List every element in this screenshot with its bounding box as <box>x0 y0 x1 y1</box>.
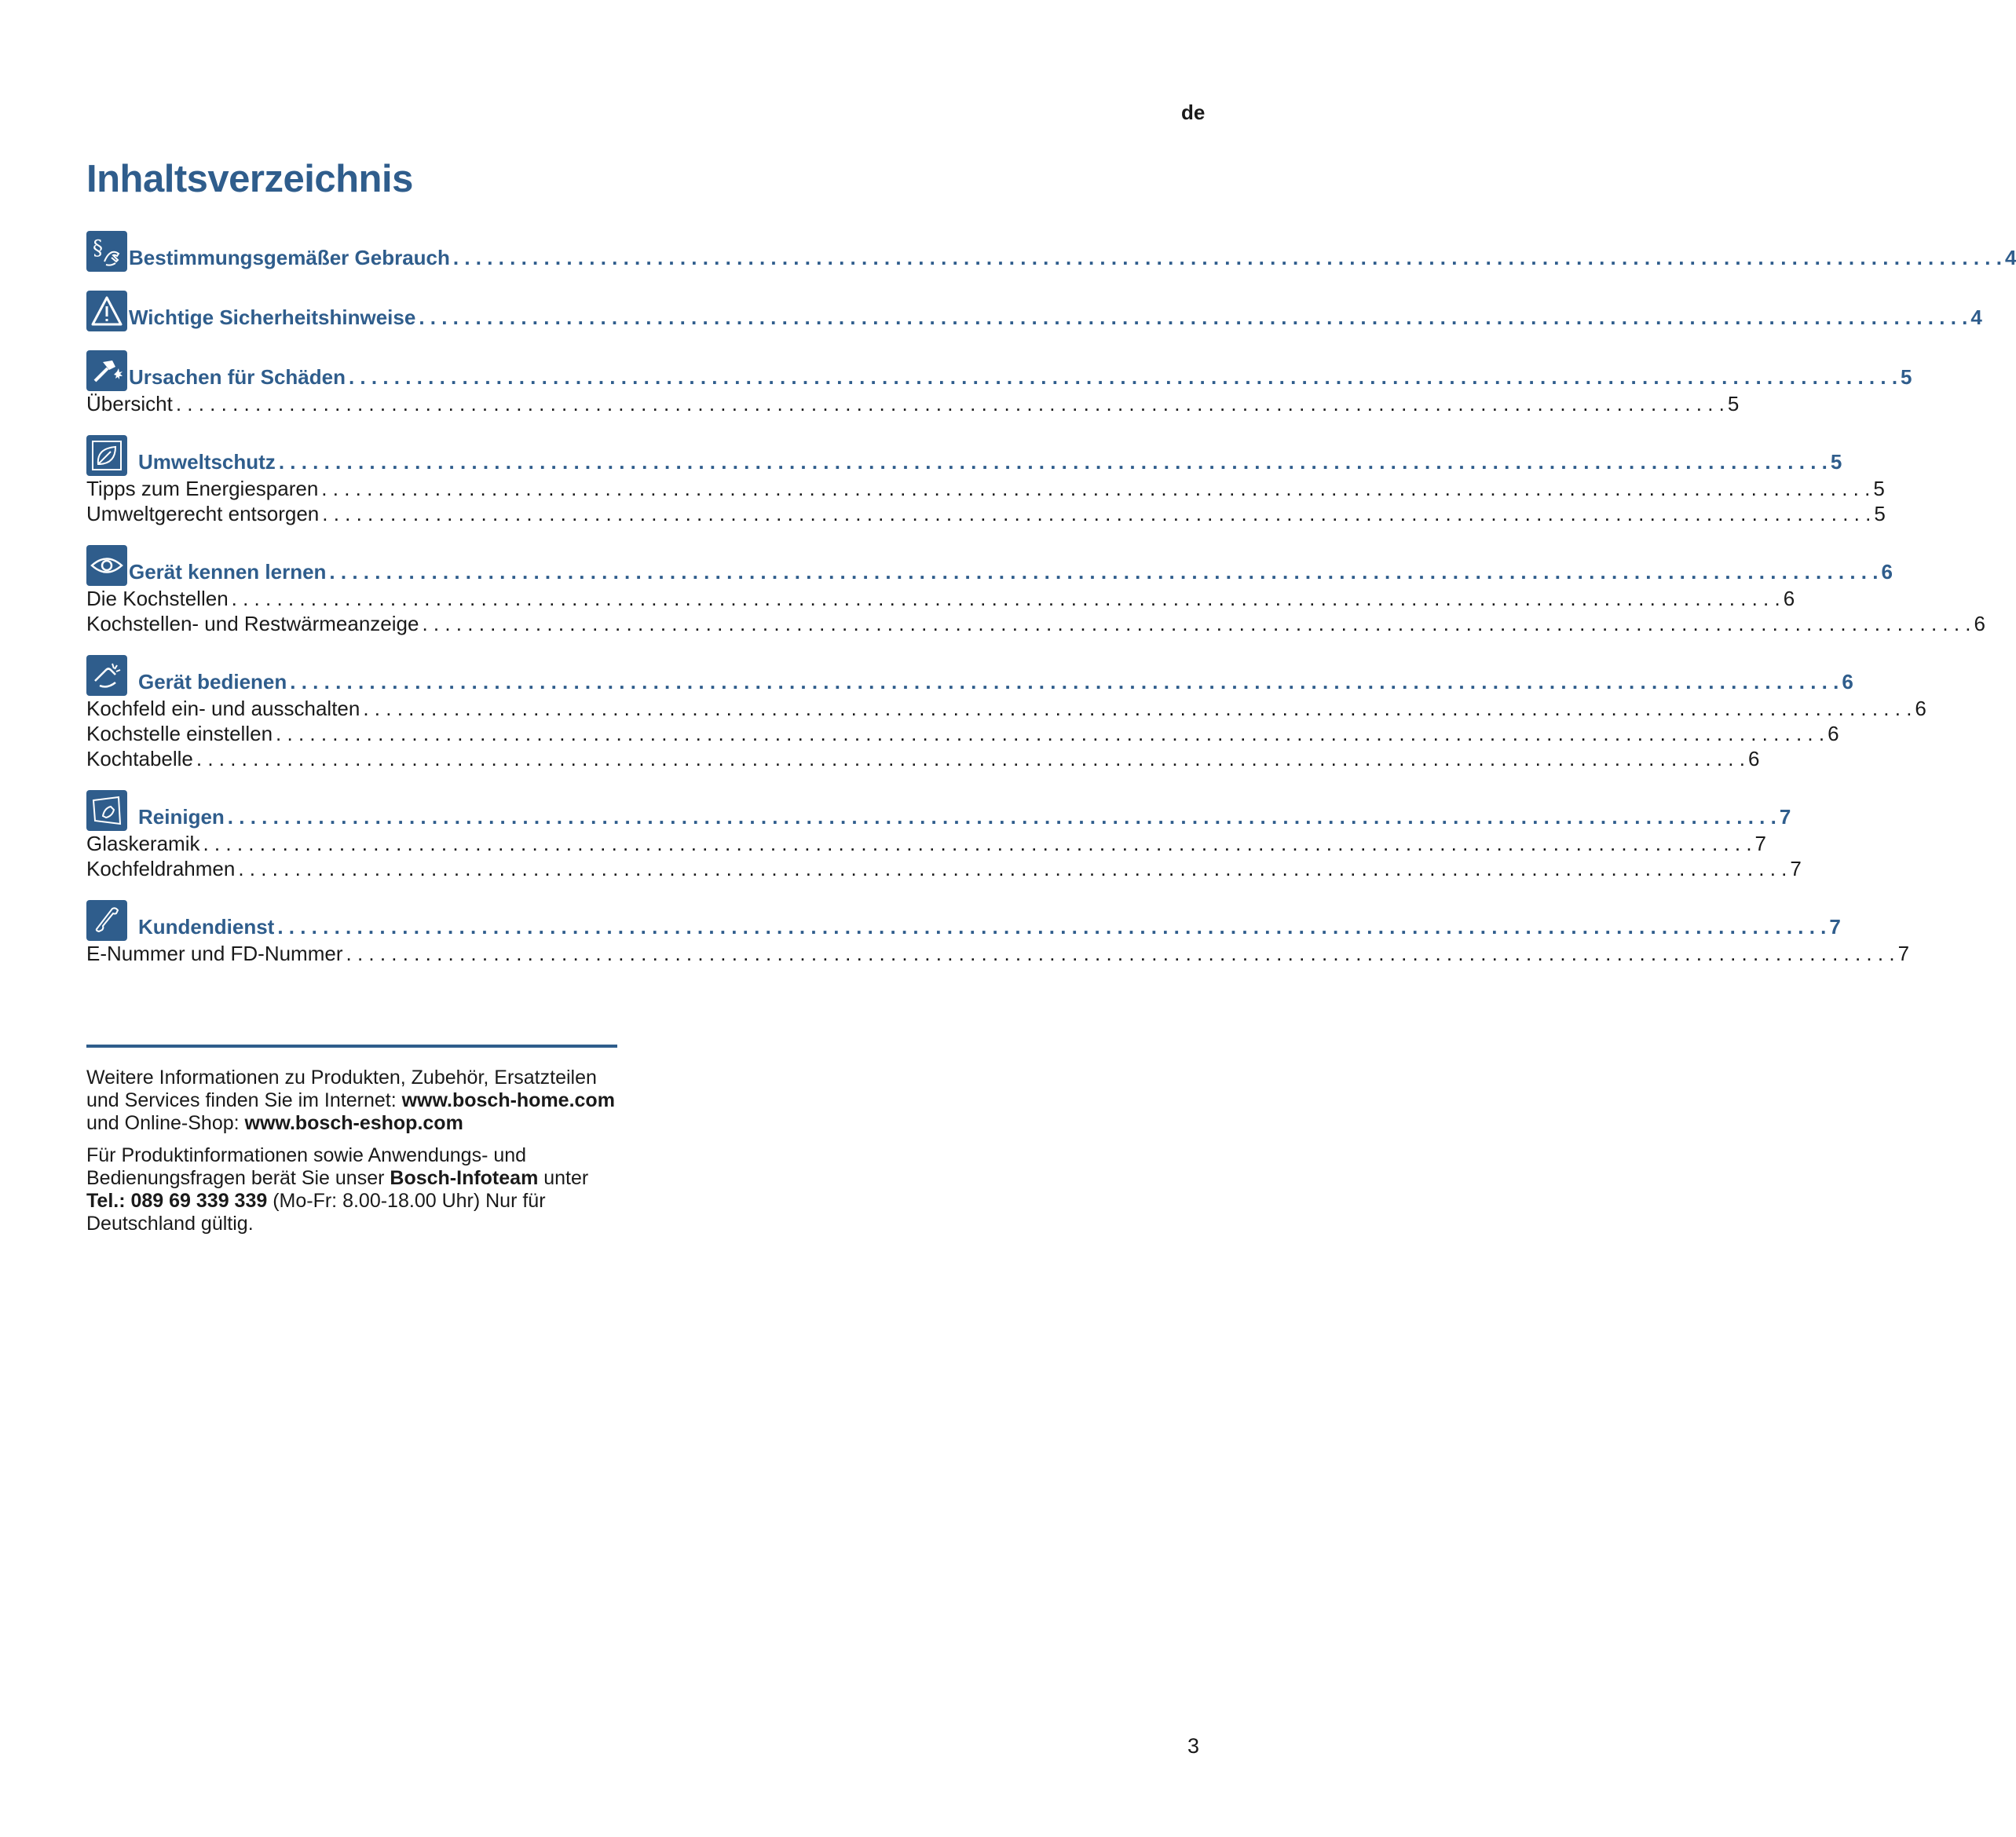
toc-leader-dots <box>322 501 1871 526</box>
toc-heading-page: 7 <box>1779 805 1791 829</box>
toc-entry[interactable] <box>86 586 1795 611</box>
toc-entry-page: 6 <box>1915 697 1926 720</box>
toc-section <box>86 787 1802 881</box>
info-paragraph-web <box>86 1067 620 1135</box>
toc-leader-dots <box>321 476 1870 501</box>
toc-leader-dots <box>203 831 1751 856</box>
toc-entry[interactable] <box>86 391 1740 416</box>
toc-leader-dots <box>363 696 1912 721</box>
toc-heading-label: Gerät bedienen <box>138 670 287 693</box>
toc-leader-dots <box>329 560 1878 584</box>
toc-section <box>86 897 1910 966</box>
cleaning-cloth-icon <box>86 790 127 831</box>
toc-heading-row[interactable] <box>86 228 2016 272</box>
eye-icon <box>86 545 127 586</box>
toc-heading-page: 6 <box>1881 560 1893 584</box>
toc-leader-dots <box>422 611 1970 636</box>
toc-heading-page: 7 <box>1829 915 1841 939</box>
toc-leader-dots <box>346 941 1895 966</box>
toc-heading-page: 5 <box>1901 365 1912 389</box>
info-box <box>86 1067 620 1245</box>
toc-section <box>86 432 1886 526</box>
toc-leader-dots <box>228 805 1776 829</box>
phone-icon <box>86 900 127 941</box>
info-text: und Online-Shop: <box>86 1112 245 1134</box>
toc-entry-label: Kochfeldrahmen <box>86 857 236 880</box>
toc-leader-dots <box>290 670 1839 694</box>
toc-entry-page: 7 <box>1790 857 1802 880</box>
infoteam-name: Bosch-Infoteam <box>390 1167 539 1189</box>
toc-leader-dots <box>196 746 1745 771</box>
leaf-icon <box>86 435 127 476</box>
warning-triangle-icon <box>86 291 127 331</box>
toc-heading-row[interactable] <box>86 897 1841 941</box>
toc-leader-dots <box>232 586 1780 611</box>
toc-section <box>86 287 1982 331</box>
toc-entry-label: Glaskeramik <box>86 832 200 855</box>
hammer-damage-icon <box>86 350 127 391</box>
toc-leader-dots <box>238 856 1787 881</box>
toc-entry-label: Tipps zum Energiesparen <box>86 477 319 500</box>
toc-heading-label: Gerät kennen lernen <box>129 560 327 584</box>
toc-entry-page: 6 <box>1974 612 1985 635</box>
svg-text:§: § <box>93 236 103 260</box>
toc-heading-label: Ursachen für Schäden <box>129 365 346 389</box>
toc-entry-label: Kochstelle einstellen <box>86 722 273 745</box>
toc-heading-row[interactable] <box>86 432 1842 476</box>
toc-leader-dots <box>419 306 1967 330</box>
info-paragraph-hotline <box>86 1144 620 1235</box>
toc-section <box>86 542 1985 636</box>
toc-leader-dots <box>277 915 1826 939</box>
toc-entry[interactable] <box>86 501 1886 526</box>
hand-operate-icon <box>86 655 127 696</box>
toc-heading-label: Bestimmungsgemäßer Gebrauch <box>129 246 450 269</box>
toc-leader-dots <box>453 246 2002 270</box>
toc-entry[interactable] <box>86 696 1926 721</box>
toc-entry-page: 7 <box>1754 832 1767 855</box>
toc-section <box>86 652 1926 771</box>
toc-heading-label: Umweltschutz <box>138 450 276 474</box>
toc-heading-row[interactable] <box>86 787 1791 831</box>
toc-leader-dots <box>276 721 1824 746</box>
page-title: Inhaltsverzeichnis <box>86 158 413 200</box>
toc-entry[interactable] <box>86 856 1802 881</box>
toc-heading-page: 6 <box>1842 670 1853 693</box>
toc-entry[interactable] <box>86 941 1910 966</box>
toc-entry-page: 5 <box>1873 477 1885 500</box>
toc-entry[interactable] <box>86 611 1985 636</box>
toc-entry-page: 7 <box>1897 942 1910 965</box>
toc-leader-dots <box>349 365 1897 390</box>
toc-entry-page: 5 <box>1874 502 1886 525</box>
toc-entry-page: 6 <box>1783 587 1795 610</box>
toc-heading-label: Kundendienst <box>138 915 275 939</box>
toc-entry-label: E-Nummer und FD-Nummer <box>86 942 343 965</box>
toc-entry[interactable] <box>86 831 1767 856</box>
language-code: de <box>1181 101 1206 124</box>
toc-heading-label: Wichtige Sicherheitshinweise <box>129 306 416 329</box>
toc-entry-page: 6 <box>1747 747 1760 770</box>
toc-leader-dots <box>176 391 1725 416</box>
toc-entry-page: 6 <box>1828 722 1839 745</box>
toc-section <box>86 228 2016 272</box>
toc-entry-label: Die Kochstellen <box>86 587 229 610</box>
toc-heading-row[interactable] <box>86 652 1853 696</box>
phone-number: Tel.: 089 69 339 339 <box>86 1190 268 1212</box>
toc-section <box>86 347 1912 416</box>
section-divider <box>86 1045 617 1048</box>
eshop-link[interactable]: www.bosch-eshop.com <box>244 1112 463 1134</box>
table-of-contents <box>86 228 2016 982</box>
toc-entry-label: Umweltgerecht entsorgen <box>86 502 320 525</box>
info-text: Für Produktinformationen sowie Anwendungs- und Bedienungsfragen berät Sie unser <box>86 1144 527 1189</box>
toc-entry-label: Kochfeld ein- und ausschalten <box>86 697 360 720</box>
toc-heading-label: Reinigen <box>138 805 225 829</box>
info-text: Weitere Informationen zu Produkten, Zubehör, Ersatzteilen und Services finden Sie im Internet: <box>86 1067 597 1111</box>
page-number: 3 <box>1187 1734 1200 1758</box>
toc-entry[interactable] <box>86 746 1760 771</box>
toc-heading-page: 4 <box>1970 306 1982 329</box>
website-link[interactable]: www.bosch-home.com <box>401 1089 615 1111</box>
toc-entry[interactable] <box>86 721 1839 746</box>
info-text: unter <box>538 1167 589 1189</box>
toc-entry-page: 5 <box>1727 392 1740 415</box>
toc-leader-dots <box>279 450 1828 474</box>
info-text: (Mo-Fr: 8.00-18.00 Uhr) Nur für Deutschland gültig. <box>86 1190 546 1235</box>
toc-entry-label: Übersicht <box>86 392 173 415</box>
toc-heading-row[interactable] <box>86 542 1893 586</box>
toc-entry-label: Kochtabelle <box>86 747 193 770</box>
toc-heading-row[interactable] <box>86 287 1982 331</box>
toc-entry[interactable] <box>86 476 1885 501</box>
toc-heading-page: 5 <box>1830 450 1842 474</box>
toc-heading-page: 4 <box>2004 246 2016 269</box>
paragraph-hand-icon <box>86 231 127 272</box>
toc-heading-row[interactable] <box>86 347 1912 391</box>
toc-entry-label: Kochstellen- und Restwärmeanzeige <box>86 612 419 635</box>
